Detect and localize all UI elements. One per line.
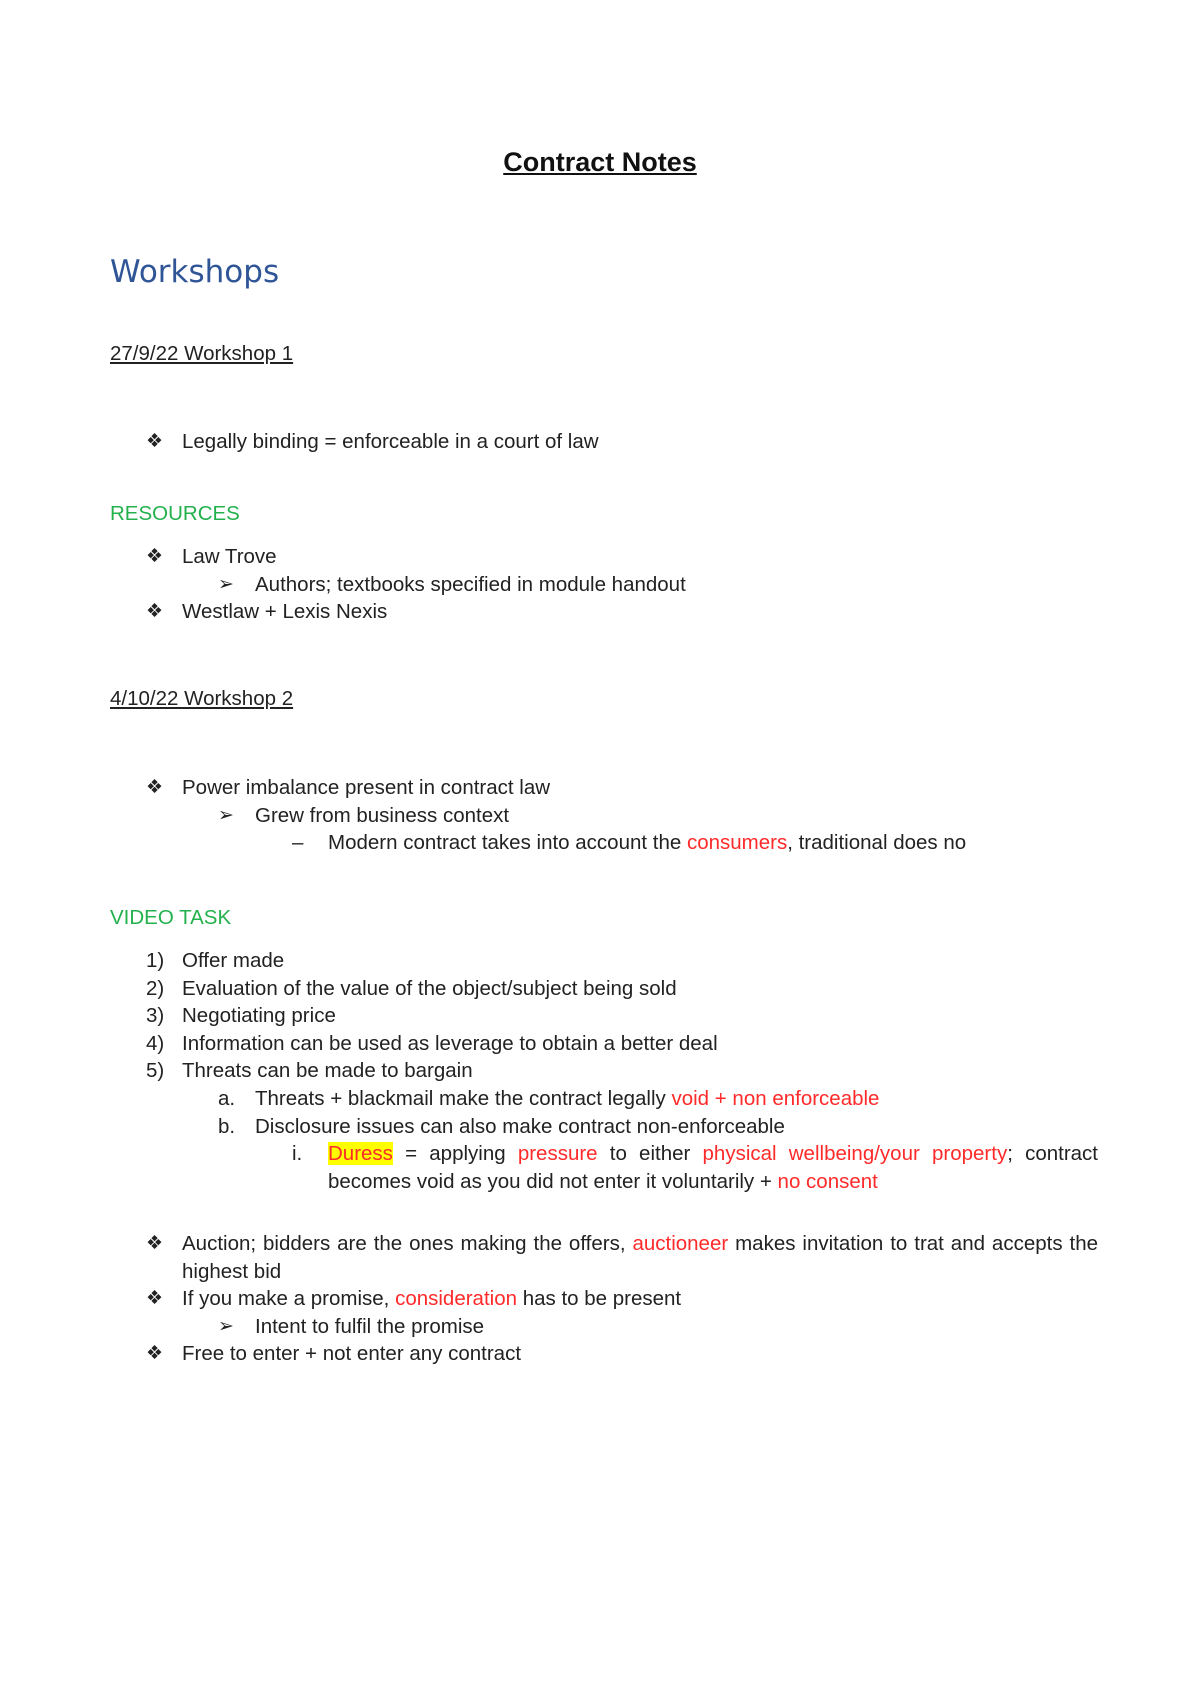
list-item-text: Offer made: [182, 949, 285, 972]
list-item-text: Evaluation of the value of the object/subject being sold: [182, 976, 677, 1000]
emphasis-consumers: consumers: [686, 831, 788, 855]
emphasis-no-consent: no consent: [777, 1169, 878, 1193]
list-item-text: Law Trove: [182, 545, 277, 568]
emphasis-void: void + non enforceable: [671, 1086, 880, 1110]
diamond-bullet-icon: ❖: [146, 1288, 164, 1310]
emphasis-consideration: consideration: [395, 1287, 518, 1311]
list-number: 3): [146, 1004, 165, 1028]
list-item-text: Westlaw + Lexis Nexis: [182, 600, 388, 624]
workshop-1-list: [0, 428, 1200, 456]
emphasis-physical: physical wellbeing/your property: [702, 1142, 1008, 1166]
workshop-2-date: 4/10/22 Workshop 2: [110, 687, 294, 710]
list-item: [0, 1340, 1200, 1368]
arrow-bullet-icon: ➢: [218, 804, 234, 826]
text-run: If you make a promise,: [182, 1287, 396, 1311]
list-item-text: [255, 1085, 879, 1113]
list-item-text: Intent to fulfil the promise: [255, 1314, 485, 1338]
section-heading-workshops: Workshops: [110, 254, 280, 290]
list-number: 2): [146, 976, 165, 1000]
list-item: [0, 829, 1200, 857]
list-item-text: Disclosure issues can also make contract non-enforceable: [255, 1114, 785, 1138]
list-item-text: Negotiating price: [182, 1004, 336, 1028]
list-item-text: [182, 1285, 681, 1313]
list-item: [0, 1030, 1200, 1058]
emphasis-pressure: pressure: [517, 1142, 598, 1166]
text-run: Auction; bidders are the ones making the offers,: [182, 1232, 633, 1255]
text-run: = applying: [392, 1142, 518, 1166]
list-item: [0, 774, 1200, 802]
list-item: [0, 1140, 1200, 1195]
video-task-heading: VIDEO TASK: [110, 906, 232, 929]
list-item: [0, 1085, 1200, 1113]
list-item-text: Grew from business context: [255, 803, 510, 827]
list-item: [0, 947, 1200, 975]
text-run: ; contract becomes void as you did not enter it voluntarily +: [328, 1142, 1098, 1193]
list-item-text: Authors; textbooks specified in module handout: [255, 572, 686, 596]
list-item: [0, 543, 1200, 571]
list-item: [0, 598, 1200, 626]
workshop-2-list: [0, 774, 1200, 857]
resources-list: [0, 543, 1200, 626]
list-number: 5): [146, 1059, 165, 1083]
list-item: [0, 1057, 1200, 1085]
video-task-list: [0, 947, 1200, 1195]
list-item-text: [182, 1230, 1098, 1285]
text-run: to either: [597, 1142, 703, 1166]
workshop-1-date: 27/9/22 Workshop 1: [110, 342, 294, 365]
list-roman: i.: [292, 1142, 303, 1166]
list-item: [0, 428, 1200, 456]
highlight-duress: Duress: [328, 1142, 393, 1166]
list-item: [0, 1230, 1200, 1285]
list-item-text: Power imbalance present in contract law: [182, 776, 551, 799]
diamond-bullet-icon: ❖: [146, 777, 164, 798]
list-item: [0, 1113, 1200, 1141]
diamond-bullet-icon: ❖: [146, 431, 164, 452]
list-item: [0, 1313, 1200, 1341]
list-item: [0, 571, 1200, 599]
diamond-bullet-icon: ❖: [146, 546, 164, 567]
list-letter: b.: [218, 1114, 236, 1138]
list-letter: a.: [218, 1086, 236, 1110]
text-run: Modern contract takes into account the: [328, 831, 687, 855]
list-item-text: [328, 829, 966, 857]
list-item-text: [328, 1140, 1098, 1195]
arrow-bullet-icon: ➢: [218, 1315, 234, 1337]
list-item-text: Legally binding = enforceable in a court of law: [182, 430, 599, 453]
list-item: [0, 802, 1200, 830]
dash-bullet-icon: –: [292, 831, 304, 855]
list-item-text: Free to enter + not enter any contract: [182, 1342, 522, 1366]
diamond-bullet-icon: ❖: [146, 1233, 164, 1254]
list-item: [0, 1002, 1200, 1030]
arrow-bullet-icon: ➢: [218, 573, 234, 595]
list-item: [0, 1285, 1200, 1313]
list-number: 1): [146, 949, 165, 972]
diamond-bullet-icon: ❖: [146, 1343, 164, 1365]
text-run: makes invitation to trat and accepts the highest bid: [182, 1232, 1098, 1283]
text-run: has to be present: [517, 1287, 682, 1311]
emphasis-auctioneer: auctioneer: [632, 1232, 729, 1255]
text-run: Threats + blackmail make the contract legally: [255, 1086, 672, 1110]
list-item-text: Information can be used as leverage to obtain a better deal: [182, 1031, 718, 1055]
list-number: 4): [146, 1031, 165, 1055]
text-run: , traditional does no: [787, 831, 967, 855]
closing-list: [0, 1230, 1200, 1368]
diamond-bullet-icon: ❖: [146, 601, 164, 623]
resources-heading: RESOURCES: [110, 502, 240, 525]
list-item: [0, 975, 1200, 1003]
list-item-text: Threats can be made to bargain: [182, 1059, 473, 1083]
document-title: Contract Notes: [503, 147, 697, 177]
